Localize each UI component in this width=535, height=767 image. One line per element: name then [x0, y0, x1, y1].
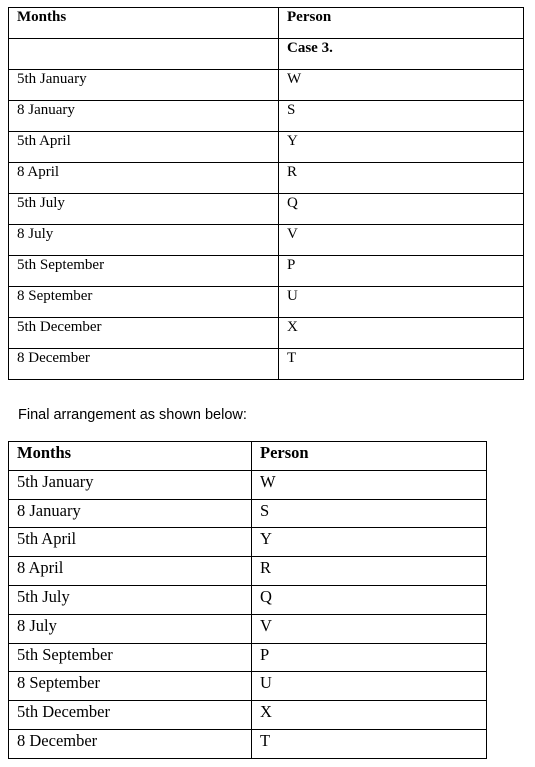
month-cell: 8 April [9, 557, 252, 586]
table-row [9, 256, 524, 287]
month-cell: 5th April [9, 528, 252, 557]
final-arrangement-caption: Final arrangement as shown below: [18, 407, 247, 423]
table-row [9, 470, 487, 499]
table-row [9, 225, 524, 256]
table-header-row [9, 8, 524, 39]
person-cell: S [279, 101, 524, 132]
person-cell: R [279, 163, 524, 194]
person-cell: V [252, 614, 487, 643]
person-cell: X [279, 318, 524, 349]
person-cell: R [252, 557, 487, 586]
table-row [9, 194, 524, 225]
table-row [9, 557, 487, 586]
table-row [9, 729, 487, 758]
person-cell: T [279, 349, 524, 380]
month-cell: 8 July [9, 614, 252, 643]
month-cell: 8 September [9, 287, 279, 318]
month-cell: 8 January [9, 101, 279, 132]
person-cell: V [279, 225, 524, 256]
table-row [9, 101, 524, 132]
header-months: Months [9, 8, 279, 39]
month-cell: 5th December [9, 701, 252, 730]
month-cell: 8 December [9, 349, 279, 380]
month-cell: 8 July [9, 225, 279, 256]
person-cell: Q [279, 194, 524, 225]
person-cell: T [252, 729, 487, 758]
person-cell: P [279, 256, 524, 287]
month-cell: 5th April [9, 132, 279, 163]
table-row [9, 349, 524, 380]
person-cell: Q [252, 585, 487, 614]
table-row [9, 163, 524, 194]
table-row [9, 70, 524, 101]
table-header-row [9, 442, 487, 471]
person-cell: U [252, 672, 487, 701]
person-cell: Y [252, 528, 487, 557]
month-cell: 5th January [9, 70, 279, 101]
case-3-table [8, 7, 524, 380]
month-cell: 5th September [9, 643, 252, 672]
table-row [9, 318, 524, 349]
header-person: Person [252, 442, 487, 471]
person-cell: P [252, 643, 487, 672]
table-subheader-row [9, 39, 524, 70]
final-arrangement-table [8, 441, 487, 759]
person-cell: Y [279, 132, 524, 163]
month-cell: 8 December [9, 729, 252, 758]
table-row [9, 643, 487, 672]
table-row [9, 499, 487, 528]
month-cell: 5th January [9, 470, 252, 499]
table-row [9, 585, 487, 614]
month-cell: 8 April [9, 163, 279, 194]
month-cell: 8 January [9, 499, 252, 528]
table-row [9, 614, 487, 643]
person-cell: W [252, 470, 487, 499]
month-cell: 5th December [9, 318, 279, 349]
month-cell: 8 September [9, 672, 252, 701]
person-cell: S [252, 499, 487, 528]
person-cell: W [279, 70, 524, 101]
month-cell: 5th July [9, 194, 279, 225]
person-cell: X [252, 701, 487, 730]
table-row [9, 528, 487, 557]
table-row [9, 672, 487, 701]
table-row [9, 132, 524, 163]
subheader-months [9, 39, 279, 70]
header-person: Person [279, 8, 524, 39]
header-months: Months [9, 442, 252, 471]
month-cell: 5th September [9, 256, 279, 287]
month-cell: 5th July [9, 585, 252, 614]
table-row [9, 701, 487, 730]
person-cell: U [279, 287, 524, 318]
table-row [9, 287, 524, 318]
case-label: Case 3. [279, 39, 524, 70]
